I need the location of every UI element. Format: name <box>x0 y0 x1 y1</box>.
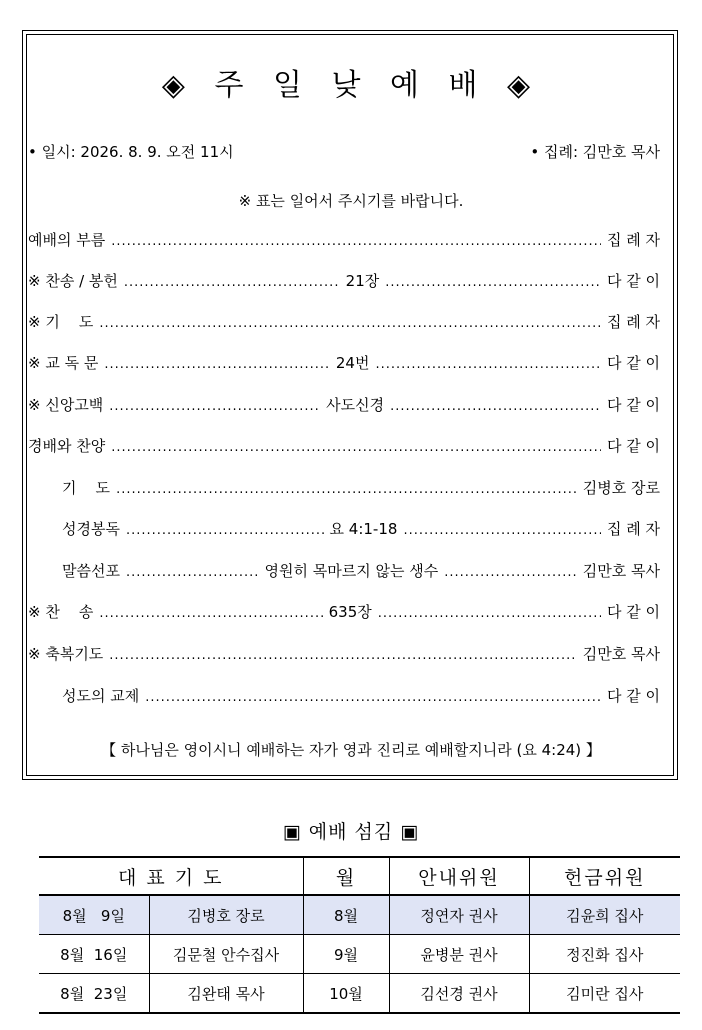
order-right: 다 같 이 <box>606 687 660 705</box>
standing-notice: ※ 표는 일어서 주시기를 바랍니다. <box>238 192 464 210</box>
order-middle: 요 4:1-18 <box>329 520 398 538</box>
leader-dots <box>111 234 601 249</box>
order-row <box>62 477 660 499</box>
order-row <box>28 643 660 665</box>
order-label: 성경봉독 <box>62 520 120 538</box>
order-middle: 24번 <box>335 354 370 372</box>
header-prayer: 대 표 기 도 <box>39 857 303 895</box>
order-middle: 사도신경 <box>326 396 385 414</box>
cell-date: 8월 9일 <box>39 895 149 935</box>
leader-dots <box>126 523 324 538</box>
leader-dots <box>390 399 601 414</box>
table-row <box>39 895 680 935</box>
leader-dots <box>109 648 576 663</box>
cell-offering: 김윤희 집사 <box>529 895 680 935</box>
order-row <box>28 311 660 333</box>
scripture-verse: 【 하나님은 영이시니 예배하는 자가 영과 진리로 예배할지니라 (요 4:24) 】 <box>101 741 601 759</box>
leader-dots <box>444 565 577 580</box>
order-label: 예배의 부름 <box>28 231 106 249</box>
header-offering: 헌금위원 <box>529 857 680 895</box>
leader-dots <box>111 440 601 455</box>
servers-section-title: ▣ 예배 섬김 ▣ <box>282 821 420 843</box>
order-label: ※ 신앙고백 <box>28 396 104 414</box>
order-right: 다 같 이 <box>606 354 660 372</box>
service-title: ◈ 주 일 낮 예 배 ◈ <box>161 68 541 103</box>
order-row <box>62 560 660 582</box>
order-row <box>28 394 660 416</box>
leader-dots <box>99 606 322 621</box>
leader-dots <box>126 565 259 580</box>
leader-dots <box>99 316 601 331</box>
order-middle: 21장 <box>345 272 380 290</box>
table-row <box>39 974 680 1014</box>
order-right: 김만호 목사 <box>582 645 660 663</box>
order-row <box>62 518 660 540</box>
table-row <box>39 935 680 974</box>
leader-dots <box>403 523 601 538</box>
order-right: 집 례 자 <box>606 313 660 331</box>
order-middle: 영원히 목마르지 않는 생수 <box>264 562 439 580</box>
cell-date: 8월 23일 <box>39 974 149 1014</box>
order-right: 다 같 이 <box>606 396 660 414</box>
table-header-row <box>39 857 680 895</box>
cell-prayer: 김완태 목사 <box>149 974 303 1014</box>
cell-month: 9월 <box>303 935 389 974</box>
leader-dots <box>385 275 601 290</box>
order-right: 집 례 자 <box>606 231 660 249</box>
order-row <box>28 270 660 292</box>
order-right: 김만호 목사 <box>582 562 661 580</box>
cell-date: 8월 16일 <box>39 935 149 974</box>
leader-dots <box>124 275 340 290</box>
order-right: 다 같 이 <box>606 603 660 621</box>
order-label: ※ 교 독 문 <box>28 354 99 372</box>
service-date: • 일시: 2026. 8. 9. 오전 11시 <box>28 143 234 161</box>
cell-offering: 정진화 집사 <box>529 935 680 974</box>
cell-prayer: 김병호 장로 <box>149 895 303 935</box>
order-middle: 635장 <box>328 603 372 621</box>
order-label: 말씀선포 <box>62 562 120 580</box>
order-right: 다 같 이 <box>606 437 660 455</box>
leader-dots <box>104 357 330 372</box>
leader-dots <box>375 357 601 372</box>
header-month: 월 <box>303 857 389 895</box>
order-row <box>28 435 660 457</box>
header-usher: 안내위원 <box>389 857 529 895</box>
order-label: ※ 기 도 <box>28 313 94 331</box>
order-label: 성도의 교제 <box>62 687 140 705</box>
order-right: 집 례 자 <box>607 520 661 538</box>
leader-dots <box>378 606 601 621</box>
order-right: 다 같 이 <box>607 272 661 290</box>
service-leader: • 집례: 김만호 목사 <box>530 143 660 161</box>
order-label: ※ 찬 송 <box>28 603 94 621</box>
leader-dots <box>109 399 320 414</box>
cell-usher: 김선경 권사 <box>389 974 529 1014</box>
cell-usher: 윤병분 권사 <box>389 935 529 974</box>
cell-month: 8월 <box>303 895 389 935</box>
servers-table <box>39 856 680 1014</box>
order-row <box>28 352 660 374</box>
order-label: 기 도 <box>62 479 111 497</box>
order-right: 김병호 장로 <box>582 479 660 497</box>
order-row <box>62 685 660 707</box>
leader-dots <box>116 482 577 497</box>
cell-usher: 정연자 권사 <box>389 895 529 935</box>
order-label: ※ 찬송 / 봉헌 <box>28 272 118 290</box>
order-row <box>28 601 660 623</box>
cell-month: 10월 <box>303 974 389 1014</box>
cell-offering: 김미란 집사 <box>529 974 680 1014</box>
cell-prayer: 김문철 안수집사 <box>149 935 303 974</box>
order-row <box>28 229 660 251</box>
order-label: ※ 축복기도 <box>28 645 104 663</box>
leader-dots <box>145 690 601 705</box>
order-label: 경배와 찬양 <box>28 437 106 455</box>
